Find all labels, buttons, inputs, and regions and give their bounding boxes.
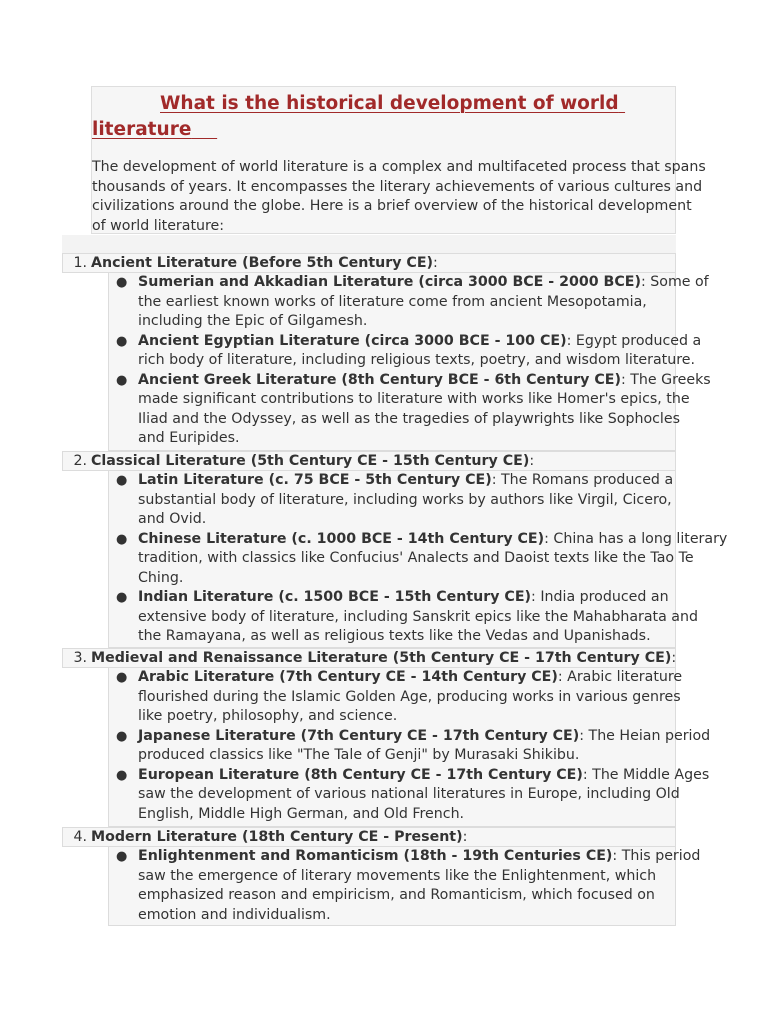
section-number: 2. [73,453,87,469]
list-item: ● Enlightenment and Romanticism (18th - 19th Centuries CE): This period saw the emergence of literary movements like the Enlightenment, which emphasized reason and empiricism, and Romanticism, which focused on emotion and individualism. [116,848,701,923]
section-1-list [108,273,711,451]
bullet-icon: ● [116,473,128,488]
bullet-icon: ● [116,372,128,388]
list-item: ● Sumerian and Akkadian Literature (circa 3000 BCE - 2000 BCE): Some of the earliest known works of literature come from ancient Mesopotamia, including the Epic of Gilgamesh. [116,274,709,329]
intro-line: of world literature: [92,217,225,234]
list-item: ● Ancient Greek Literature (8th Century BCE - 6th Century CE): The Greeks made significant contributions to literature with works like Homer's epics, the Iliad and the Odyssey, as well as the tragedies of playwrights like Sophocles and Euripides. [116,371,711,446]
section-number: 4. [73,829,87,845]
section-header-4 [62,827,676,847]
bullet-icon: ● [116,590,128,605]
page-title [92,91,677,143]
section-title: Ancient Literature (Before 5th Century CE): [91,255,438,271]
section-title: Modern Literature (18th Century CE - Present): [91,829,468,845]
section-header-1 [62,253,676,273]
section-title: Medieval and Renaissance Literature (5th Century CE - 17th Century CE): [91,650,677,666]
section-4-list [108,847,701,926]
list-item: ● Latin Literature (c. 75 BCE - 5th Century CE): The Romans produced a substantial body of literature, including works by authors like Virgil, Cicero, and Ovid. [116,472,674,527]
section-2-list [108,471,728,648]
list-item: ● European Literature (8th Century CE - 17th Century CE): The Middle Ages saw the development of various national literatures in Europe, including Old English, Middle High German, and Old French. [116,766,710,822]
section-header-2 [62,451,676,471]
intro-line: civilizations around the globe. Here is a brief overview of the historical development [92,198,692,214]
intro-box [91,86,706,234]
title-line-1: What is the historical development of world [160,93,619,114]
list-item: ● Japanese Literature (7th Century CE - 17th Century CE): The Heian period produced classics like "The Tale of Genji" by Murasaki Shikibu. [116,727,711,763]
intro-line: thousands of years. It encompasses the literary achievements of various cultures and [92,178,703,195]
section-number: 3. [73,650,87,666]
bullet-icon: ● [116,767,128,783]
list-item: ● Arabic Literature (7th Century CE - 14th Century CE): Arabic literature flourished during the Islamic Golden Age, producing works in various genres like poetry, philosophy, and science. [116,669,683,724]
bullet-icon: ● [116,728,128,744]
bullet-icon: ● [116,531,128,547]
section-title: Classical Literature (5th Century CE - 15th Century CE): [91,453,535,469]
intro-paragraph [92,158,706,236]
list-item: ● Chinese Literature (c. 1000 BCE - 14th Century CE): China has a long literary tradition, with classics like Confucius' Analects and Daoist texts like the Tao Te Ching. [116,530,728,586]
section-number: 1. [73,255,87,271]
section-header-3 [62,648,676,668]
bullet-icon: ● [116,275,128,290]
separator-bar [62,235,676,253]
section-3-list [108,668,711,827]
bullet-icon: ● [116,849,128,864]
title-line-2: literature [92,119,192,140]
list-item: ● Indian Literature (c. 1500 BCE - 15th Century CE): India produced an extensive body of literature, including Sanskrit epics like the Mahabharata and the Ramayana, as well as religious texts like the Vedas and Upanishads. [116,589,699,644]
bullet-icon: ● [116,333,128,349]
intro-line: The development of world literature is a complex and multifaceted process that spans [92,159,706,175]
list-item: ● Ancient Egyptian Literature (circa 3000 BCE - 100 CE): Egypt produced a rich body of literature, including religious texts, poetry, and wisdom literature. [116,332,702,368]
bullet-icon: ● [116,670,128,685]
